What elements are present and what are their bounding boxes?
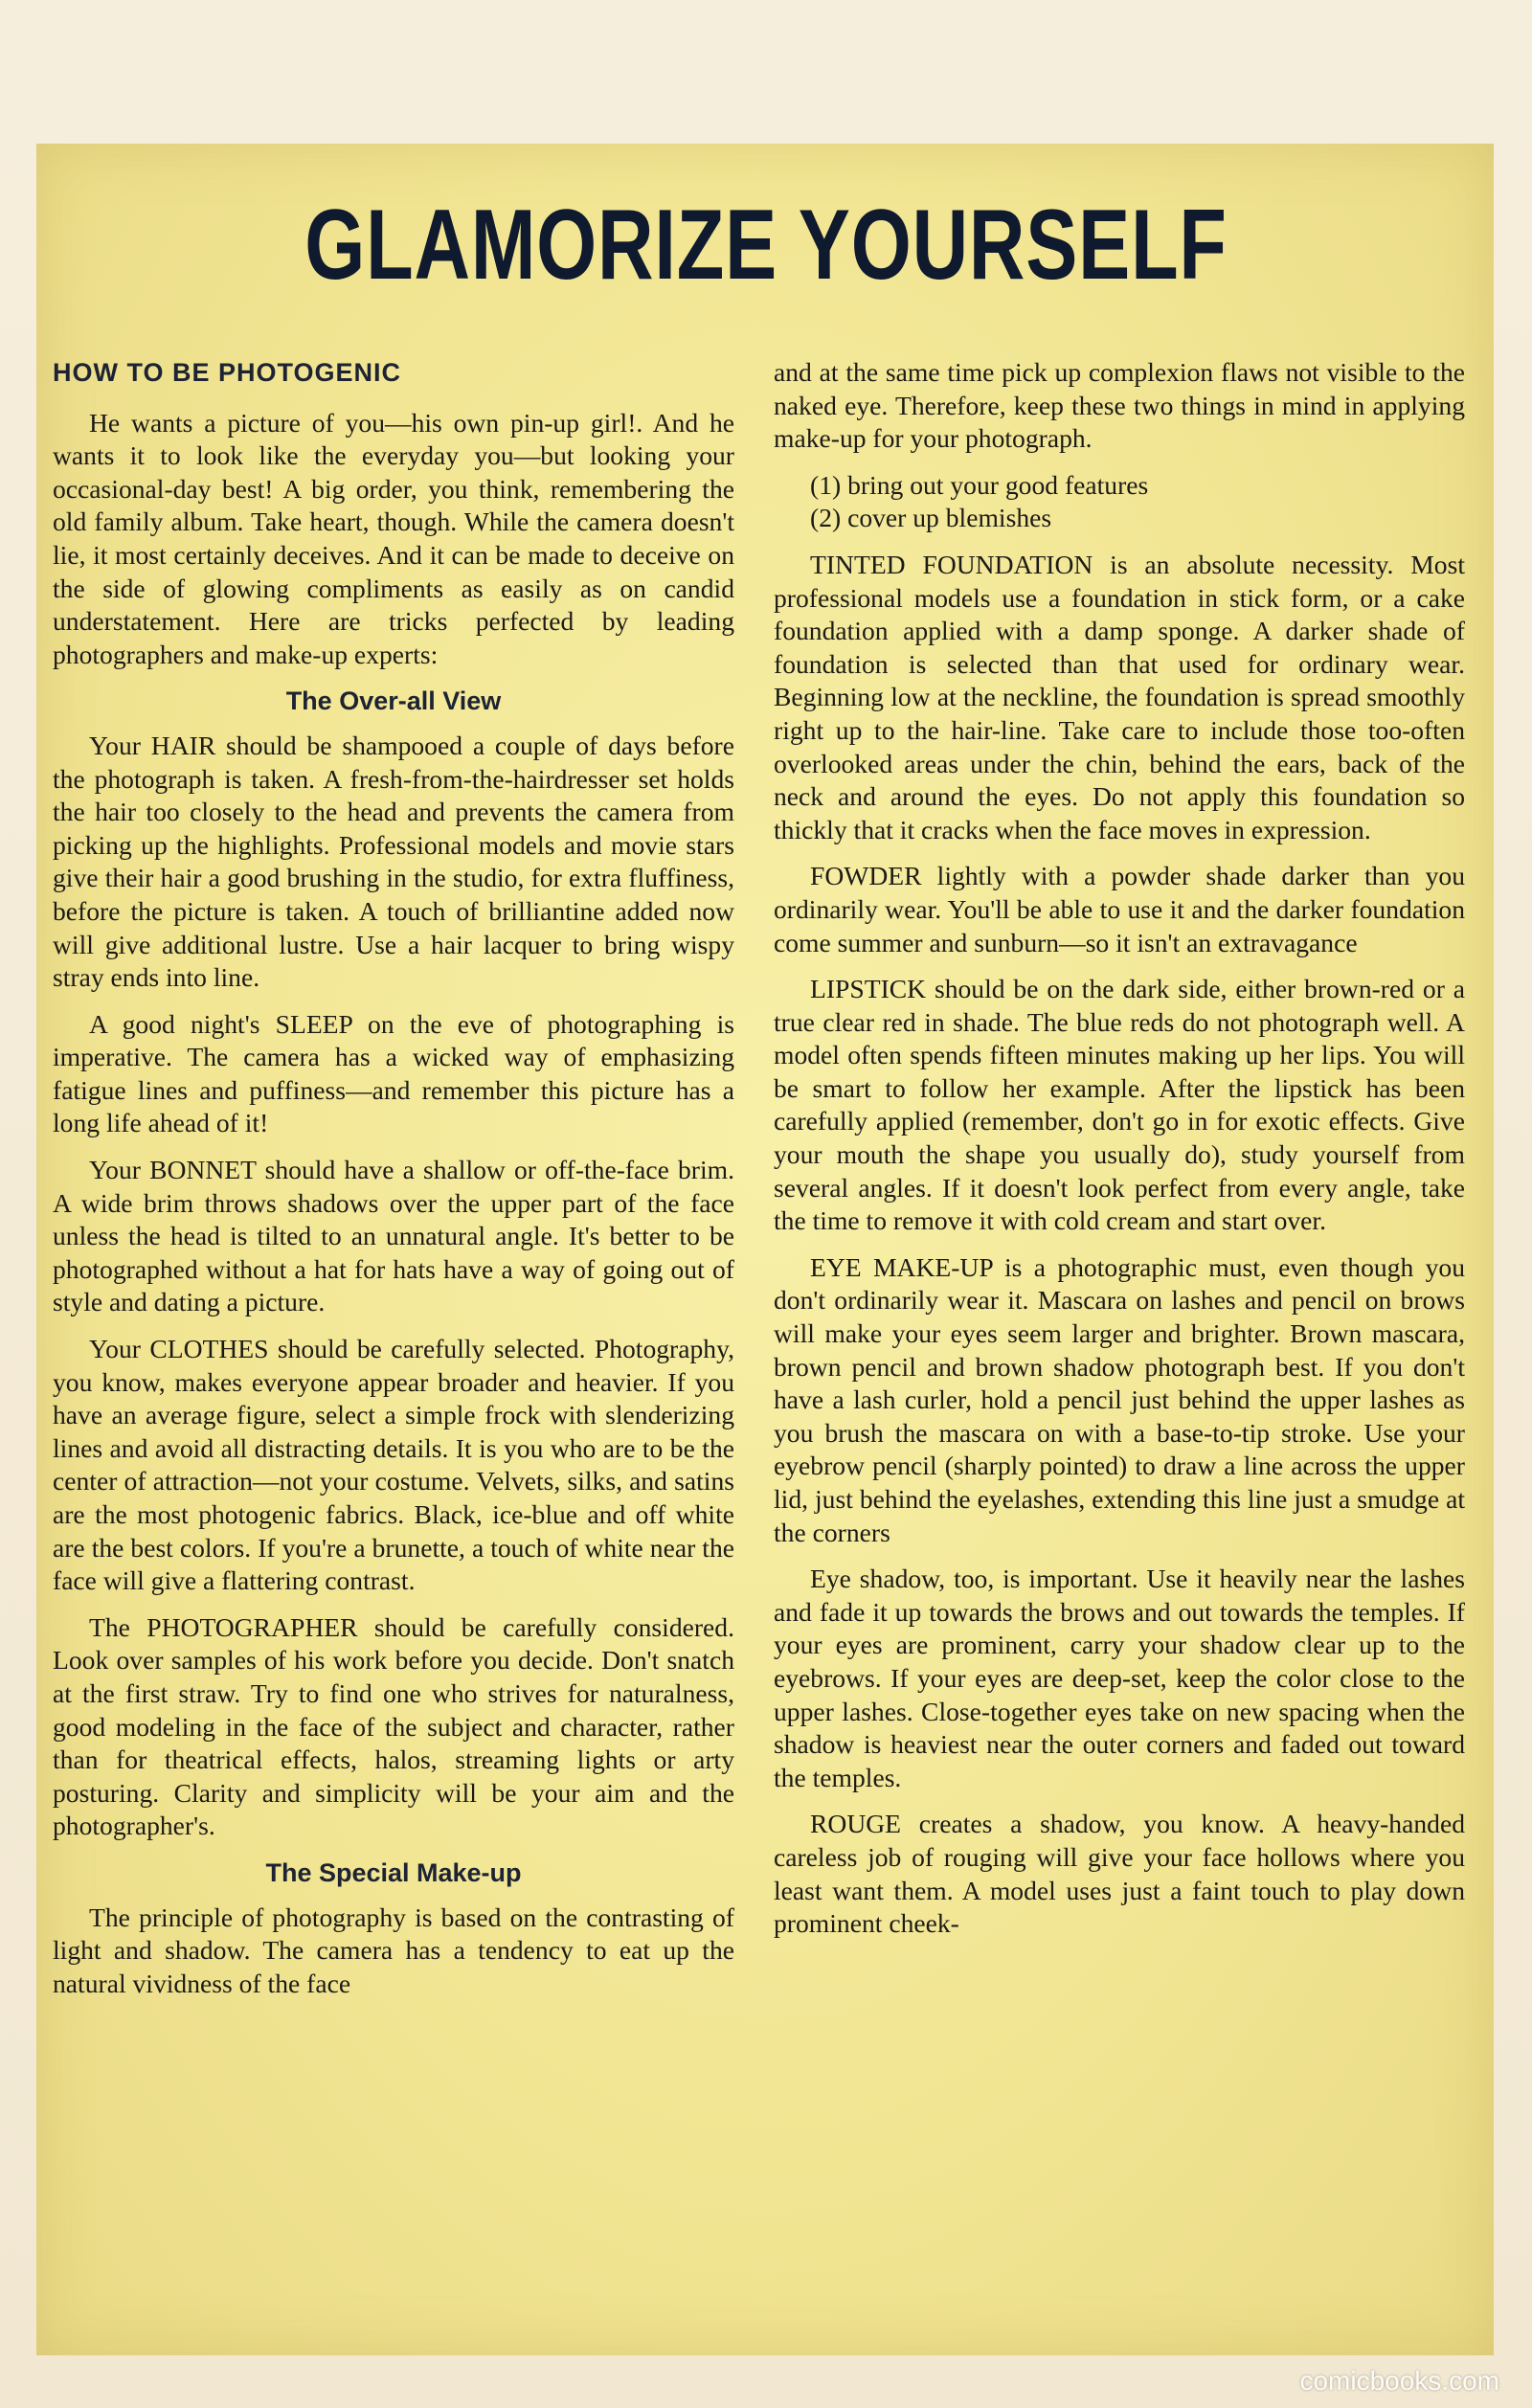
list-item: (1) bring out your good features (810, 469, 1149, 500)
subheading-special-makeup: The Special Make-up (265, 1857, 522, 1887)
clothes-paragraph: Your CLOTHES should be carefully selected. Photography, you know, makes everyone appear broader and heavier. If you have an average figure, select a simple frock with slenderizing lines and avoid all distracting details. It is you who are to be the center of attraction—not your costume. Velvets, silks, and satins are the most photogenic fabrics. Black, ice-blue and off white are the best colors. If you're a brunette, a touch of white near the face will give a flattering contrast. (53, 1334, 734, 1596)
subheading-overall-view: The Over-all View (285, 686, 502, 716)
principle-paragraph: The principle of photography is based on the contrasting of light and shadow. The camera has a tendency to eat up the natural vividness of the face (53, 1902, 734, 1998)
section-heading-photogenic: HOW TO BE PHOTOGENIC (53, 358, 402, 387)
article-title: GLAMORIZE YOURSELF (304, 190, 1228, 301)
intro-paragraph: He wants a picture of you—his own pin-up girl!. And he wants it to look like the everyday you—but looking your occasional-day best! A big order, you think, remembering the old family album. Take heart, though. While the camera doesn't lie, it most certainly deceives. And it can be made to deceive on the side of glowing compliments as easily as on candid understatement. Here are tricks perfected by leading photographers and make-up experts: (53, 407, 734, 669)
left-column (53, 356, 734, 2014)
right-column (774, 356, 1465, 1954)
sleep-paragraph: A good night's SLEEP on the eve of photographing is imperative. The camera has a wicked way of emphasizing fatigue lines and puffiness—and remember this picture has a long life ahead of it! (53, 1008, 734, 1138)
makeup-goals-list (774, 469, 1465, 535)
powder-paragraph: FOWDER lightly with a powder shade darker than you ordinarily wear. You'll be able to use it and the darker foundation come summer and sunburn—so it isn't an extravagance (774, 861, 1465, 957)
photographer-paragraph: The PHOTOGRAPHER should be carefully considered. Look over samples of his work before you decide. Don't snatch at the first straw. Try to find one who strives for naturalness, good modeling in the face of the subject and character, rather than for theatrical effects, halos, streaming lights or arty posturing. Clarity and simplicity will be your aim and the photographer's. (53, 1611, 734, 1841)
lipstick-paragraph: LIPSTICK should be on the dark side, either brown-red or a true clear red in shade. The blue reds do not photograph well. A model often spends fifteen minutes making up her lips. You will be smart to follow her example. After the lipstick has been carefully applied (remember, don't go in for exotic effects. Give your mouth the shape you usually do), study yourself from several angles. If it doesn't look perfect from every angle, take the time to remove it with cold cream and start over. (774, 974, 1465, 1236)
bonnet-paragraph: Your BONNET should have a shallow or off-the-face brim. A wide brim throws shadows over the upper part of the face unless the head is tilted to an unnatural angle. It's better to be photographed without a hat for hats have a way of going out of style and dating a picture. (53, 1155, 734, 1317)
rouge-paragraph: ROUGE creates a shadow, you know. A heavy-handed careless job of rouging will give your face hollows where you least want them. A model uses just a faint touch to play down prominent cheek- (774, 1809, 1465, 1939)
eye-makeup-paragraph: EYE MAKE-UP is a photographic must, even though you don't ordinarily wear it. Mascara on lashes and pencil on brows will make your eyes seem larger and brighter. Brown mascara, brown pencil and brown shadow photograph best. If you don't have a lash curler, hold a pencil just behind the upper lashes as you brush the mascara on with a base-to-tip stroke. Use your eyebrow pencil (sharply pointed) to draw a line across the upper lid, just behind the eyelashes, extending this line just a smudge at the corners (774, 1251, 1465, 1547)
site-watermark: comicbooks.com (1299, 2366, 1499, 2396)
hair-paragraph: Your HAIR should be shampooed a couple of days before the photograph is taken. A fresh-from-the-hairdresser set holds the hair too closely to the head and prevents the camera from picking up the highlights. Professional models and movie stars give their hair a good brushing in the studio, for extra fluffiness, before the picture is taken. A touch of brilliantine added now will give additional lustre. Use a hair lacquer to bring wispy stray ends into line. (53, 730, 734, 993)
list-item: (2) cover up blemishes (810, 503, 1052, 533)
foundation-paragraph: TINTED FOUNDATION is an absolute necessity. Most professional models use a foundation in stick form, or a cake foundation applied with a damp sponge. A darker shade of foundation is selected than that used for ordinary wear. Beginning low at the neckline, the foundation is spread smoothly right up to the hair-line. Take care to include those too-often overlooked areas under the chin, behind the ears, back of the neck and around the eyes. Do not apply this foundation so thickly that it cracks when the face moves in expression. (774, 549, 1465, 844)
continued-paragraph: and at the same time pick up complexion flaws not visible to the naked eye. Therefore, keep these two things in mind in applying make-up for your photograph. (774, 357, 1465, 454)
eye-shadow-paragraph: Eye shadow, too, is important. Use it heavily near the lashes and fade it up towards the brows and out towards the temples. If your eyes are prominent, carry your shadow clear up to the eyebrows. If your eyes are deep-set, keep the color close to the upper lashes. Close-together eyes take on new spacing when the shadow is heaviest near the outer corners and faded out toward the temples. (774, 1564, 1465, 1792)
